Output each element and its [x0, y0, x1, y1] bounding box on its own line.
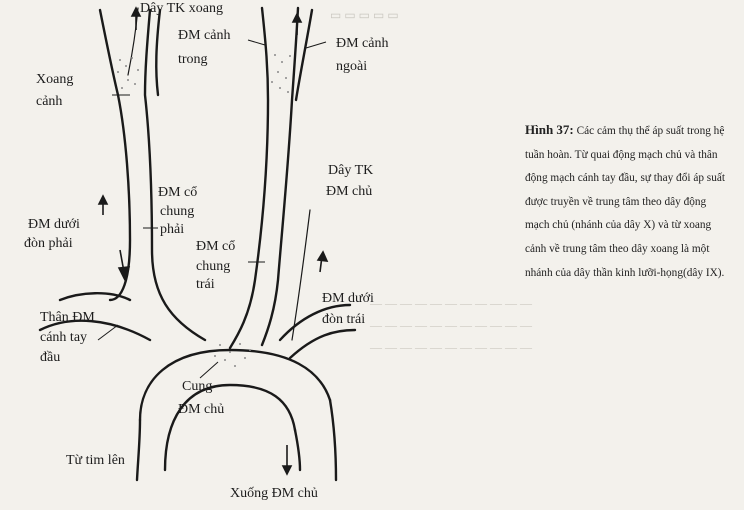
label-than-dm: cánh tay	[40, 330, 88, 345]
label-dm-duoi-don-phai: đòn phải	[24, 236, 73, 251]
figure-caption	[525, 118, 725, 285]
label-day-tk-dm-chu: ĐM chủ	[326, 184, 373, 199]
bleed-through-text: ▭ ▭ ▭ ▭ ▭	[330, 8, 399, 22]
label-dm-co-chung-phai: phải	[160, 222, 185, 237]
descending-aorta	[330, 400, 336, 480]
label-tu-tim-len: Từ tim lên	[66, 453, 125, 468]
ascending-aorta	[137, 420, 140, 480]
label-dm-co-chung-phai: ĐM cổ	[158, 185, 198, 200]
label-dm-canh-ngoai: ĐM cảnh	[336, 36, 389, 51]
label-xuong-dm-chu: Xuống ĐM chủ	[230, 486, 318, 501]
label-dm-co-chung-trai: trái	[196, 277, 215, 292]
label-than-dm: đầu	[40, 350, 61, 365]
bleed-through-text: — — — — — — — — — — —	[370, 340, 532, 354]
label-cung-dm-chu: Cung	[182, 379, 213, 394]
right-carotid-outer	[100, 10, 130, 300]
label-dm-canh-ngoai: ngoài	[336, 59, 368, 74]
aortic-arch-inner	[165, 385, 295, 470]
left-subclavian-2	[290, 330, 355, 358]
caption-text: Các cảm thụ thể áp suất trong hệ tuần hoàn. Từ quai động mạch chủ và thân động mạch cánh tay đầu, sự thay đổi áp suất được truyền về trung tâm theo dây động mạch chủ (nhánh của dây X) và từ xoang cảnh về trung tâm theo dây xoang là một nhánh của dây thần kinh lưỡi-họng(dây IX).	[525, 125, 726, 279]
bleed-through-text: — — — — — — — — — — —	[370, 296, 532, 310]
label-than-dm: Thân ĐM	[40, 310, 95, 325]
left-external-carotid	[296, 10, 312, 100]
label-dm-co-chung-trai: chung	[196, 259, 231, 274]
label-cung-dm-chu: ĐM chủ	[178, 402, 225, 417]
label-day-tk-dm-chu: Dây TK	[328, 163, 374, 178]
descending-aorta-inner	[295, 430, 300, 470]
left-carotid-outer	[230, 8, 268, 348]
caption-title: Hình 37:	[525, 122, 574, 137]
label-day-tk-xoang: Dây TK xoang	[140, 1, 223, 16]
bleed-through-text: — — — — — — — — — — —	[370, 318, 532, 332]
left-internal-carotid	[156, 10, 160, 95]
label-xoang-canh: Xoang	[36, 72, 74, 87]
receptor-dots	[117, 54, 291, 367]
label-dm-co-chung-phai: chung	[160, 204, 195, 219]
label-dm-duoi-don-trai: ĐM dưới	[322, 291, 374, 306]
label-dm-canh-trong: ĐM cảnh	[178, 28, 231, 43]
label-dm-duoi-don-trai: đòn trái	[322, 312, 366, 327]
label-dm-co-chung-trai: ĐM cổ	[196, 239, 236, 254]
label-dm-canh-trong: trong	[178, 52, 208, 67]
label-xoang-canh: cảnh	[36, 94, 63, 109]
label-dm-duoi-don-phai: ĐM dưới	[28, 217, 80, 232]
